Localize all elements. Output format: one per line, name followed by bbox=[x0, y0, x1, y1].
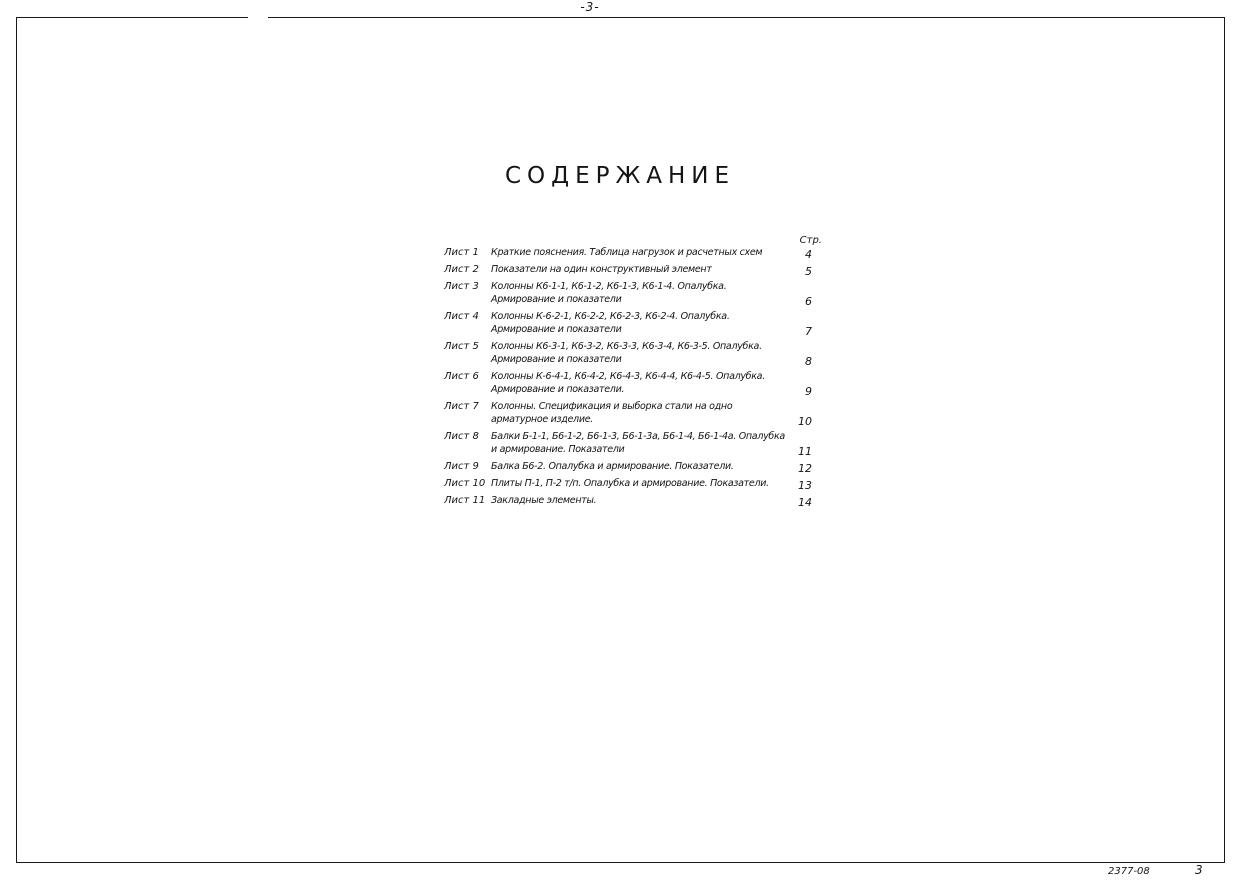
toc-rows bbox=[444, 246, 824, 507]
toc-row bbox=[444, 430, 824, 456]
toc-description: Колонны. Спецификация и выборка стали на одно арматурное изделие. bbox=[491, 401, 733, 425]
toc-row bbox=[444, 263, 824, 276]
toc-sheet-label: Лист 8 bbox=[444, 431, 479, 442]
toc-row bbox=[444, 370, 824, 396]
toc-description: Балка Б6-2. Опалубка и армирование. Показатели. bbox=[491, 461, 734, 472]
sheet-number: 3 bbox=[1195, 863, 1203, 877]
toc-sheet-label: Лист 5 bbox=[444, 341, 479, 352]
toc-header bbox=[444, 232, 824, 246]
toc-page-number: 6 bbox=[805, 295, 812, 308]
toc-page-number: 11 bbox=[798, 445, 812, 458]
toc-row bbox=[444, 494, 824, 507]
table-of-contents bbox=[444, 232, 824, 511]
document-code: 2377-08 bbox=[1108, 866, 1150, 877]
toc-description: Плиты П-1, П-2 т/п. Опалубка и армирование. Показатели. bbox=[491, 478, 769, 489]
toc-sheet-label: Лист 11 bbox=[444, 495, 486, 506]
toc-description: Балки Б-1-1, Б6-1-2, Б6-1-3, Б6-1-3а, Б6-1-4, Б6-1-4а. Опалубка и армирование. Показатели bbox=[491, 431, 785, 455]
page-marker: -3- bbox=[580, 0, 600, 14]
toc-row bbox=[444, 340, 824, 366]
toc-sheet-label: Лист 4 bbox=[444, 311, 479, 322]
toc-page-number: 10 bbox=[798, 415, 812, 428]
toc-sheet-label: Лист 6 bbox=[444, 371, 479, 382]
toc-page-number: 4 bbox=[805, 248, 812, 261]
toc-sheet-label: Лист 9 bbox=[444, 461, 479, 472]
toc-row bbox=[444, 280, 824, 306]
toc-sheet-label: Лист 1 bbox=[444, 247, 479, 258]
toc-sheet-label: Лист 10 bbox=[444, 478, 486, 489]
toc-row bbox=[444, 310, 824, 336]
page-column-label: Стр. bbox=[799, 235, 822, 246]
toc-page-number: 5 bbox=[805, 265, 812, 278]
toc-sheet-label: Лист 2 bbox=[444, 264, 479, 275]
toc-description: Колонны К-6-2-1, К6-2-2, К6-2-3, К6-2-4. Опалубка. Армирование и показатели bbox=[491, 311, 730, 335]
toc-row bbox=[444, 246, 824, 259]
toc-page-number: 9 bbox=[805, 385, 812, 398]
toc-row bbox=[444, 460, 824, 473]
toc-sheet-label: Лист 7 bbox=[444, 401, 479, 412]
toc-description: Колонны К-6-4-1, К6-4-2, К6-4-3, К6-4-4, К6-4-5. Опалубка. Армирование и показатели. bbox=[491, 371, 765, 395]
toc-description: Колонны К6-3-1, К6-3-2, К6-3-3, К6-3-4, К6-3-5. Опалубка. Армирование и показатели bbox=[491, 341, 762, 365]
toc-description: Краткие пояснения. Таблица нагрузок и расчетных схем bbox=[491, 247, 763, 258]
toc-description: Закладные элементы. bbox=[491, 495, 597, 506]
toc-sheet-label: Лист 3 bbox=[444, 281, 479, 292]
toc-page-number: 14 bbox=[798, 496, 812, 509]
toc-page-number: 7 bbox=[805, 325, 812, 338]
toc-description: Колонны К6-1-1, К6-1-2, К6-1-3, К6-1-4. Опалубка. Армирование и показатели bbox=[491, 281, 727, 305]
toc-page-number: 12 bbox=[798, 462, 812, 475]
toc-description: Показатели на один конструктивный элемент bbox=[491, 264, 712, 275]
toc-row bbox=[444, 477, 824, 490]
frame-gap bbox=[248, 15, 268, 21]
toc-page-number: 13 bbox=[798, 479, 812, 492]
document-title: СОДЕРЖАНИЕ bbox=[504, 163, 736, 189]
toc-page-number: 8 bbox=[805, 355, 812, 368]
toc-row bbox=[444, 400, 824, 426]
